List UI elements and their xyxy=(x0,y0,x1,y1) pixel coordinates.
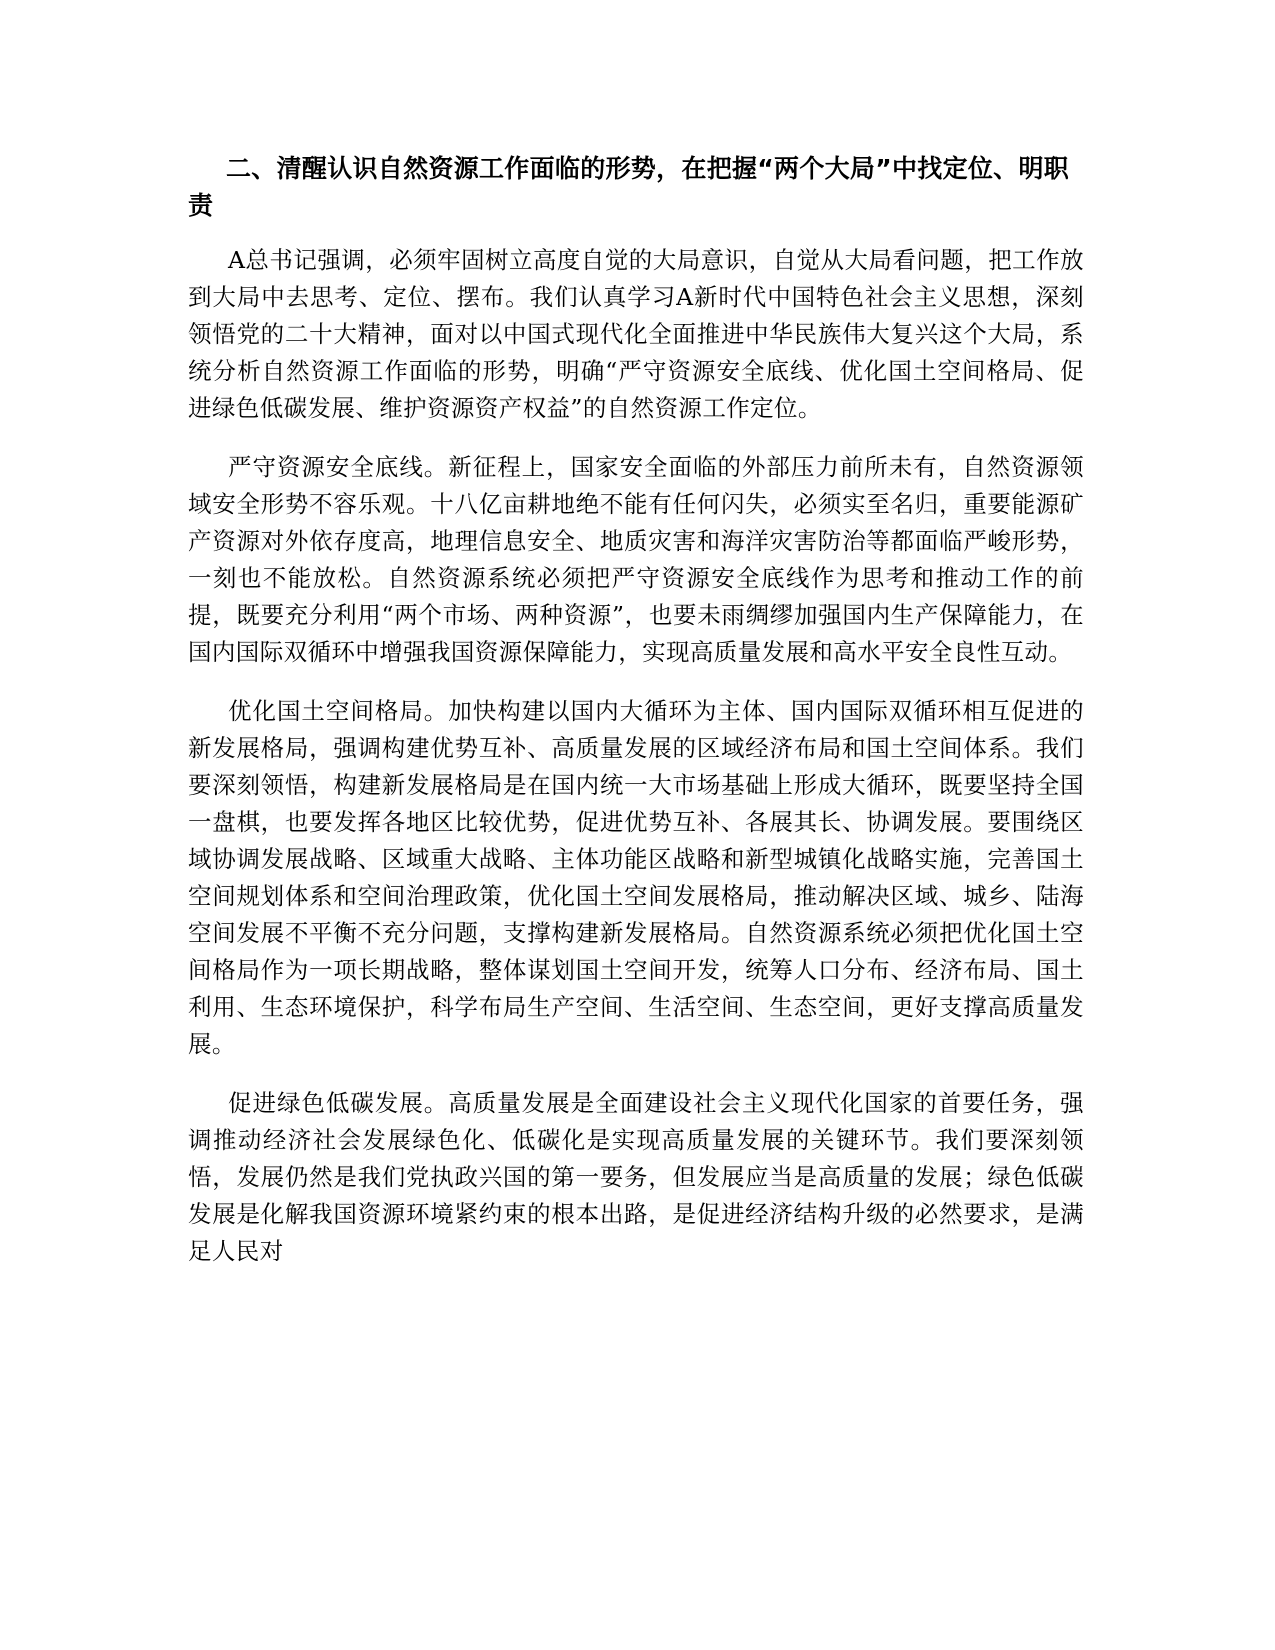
paragraph-resource-security: 严守资源安全底线。新征程上，国家安全面临的外部压力前所未有，自然资源领域安全形势不容乐观。十八亿亩耕地绝不能有任何闪失，必须实至名归，重要能源矿产资源对外依存度高，地理信息安全、地质灾害和海洋灾害防治等都面临严峻形势，一刻也不能放松。自然资源系统必须把严守资源安全底线作为思考和推动工作的前提，既要充分利用“两个市场、两种资源”，也要未雨绸缪加强国内生产保障能力，在国内国际双循环中增强我国资源保障能力，实现高质量发展和高水平安全良性互动。 xyxy=(188,453,1084,666)
paragraph-green-low-carbon: 促进绿色低碳发展。高质量发展是全面建设社会主义现代化国家的首要任务，强调推动经济社会发展绿色化、低碳化是实现高质量发展的关键环节。我们要深刻领悟，发展仍然是我们党执政兴国的第一要务，但发展应当是高质量的发展；绿色低碳发展是化解我国资源环境紧约束的根本出路，是促进经济结构升级的必然要求，是满足人民对 xyxy=(188,1089,1084,1265)
paragraph-intro: A总书记强调，必须牢固树立高度自觉的大局意识，自觉从大局看问题，把工作放到大局中去思考、定位、摆布。我们认真学习A新时代中国特色社会主义思想，深刻领悟党的二十大精神，面对以中国式现代化全面推进中华民族伟大复兴这个大局，系统分析自然资源工作面临的形势，明确“严守资源安全底线、优化国土空间格局、促进绿色低碳发展、维护资源资产权益”的自然资源工作定位。 xyxy=(188,246,1084,422)
section-heading: 二、清醒认识自然资源工作面临的形势，在把握“两个大局”中找定位、明职责 xyxy=(188,154,1070,220)
document-body xyxy=(188,150,1084,1292)
paragraph-territorial-space: 优化国土空间格局。加快构建以国内大循环为主体、国内国际双循环相互促进的新发展格局，强调构建优势互补、高质量发展的区域经济布局和国土空间体系。我们要深刻领悟，构建新发展格局是在国内统一大市场基础上形成大循环，既要坚持全国一盘棋，也要发挥各地区比较优势，促进优势互补、各展其长、协调发展。要围绕区域协调发展战略、区域重大战略、主体功能区战略和新型城镇化战略实施，完善国土空间规划体系和空间治理政策，优化国土空间发展格局，推动解决区域、城乡、陆海空间发展不平衡不充分问题，支撑构建新发展格局。自然资源系统必须把优化国土空间格局作为一项长期战略，整体谋划国土空间开发，统筹人口分布、经济布局、国土利用、生态环境保护，科学布局生产空间、生活空间、生态空间，更好支撑高质量发展。 xyxy=(188,697,1084,1058)
